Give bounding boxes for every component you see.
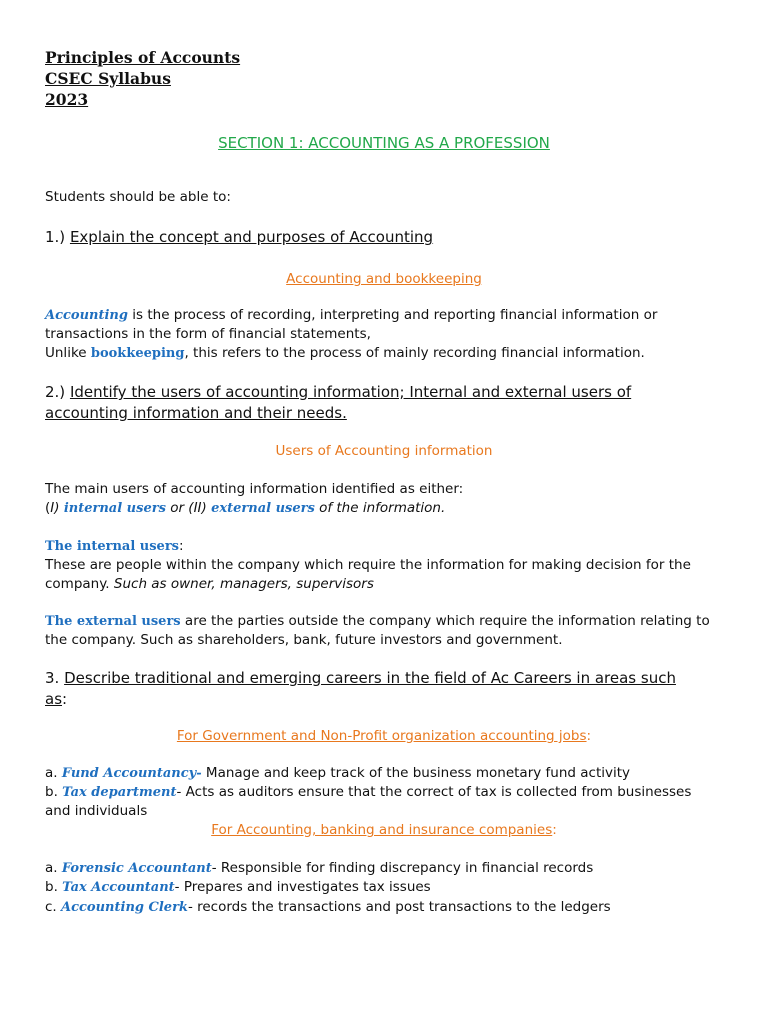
list-item: a. Forensic Accountant- Responsible for finding discrepancy in financial records	[45, 860, 594, 876]
objective-2-line1: 2.) Identify the users of accounting information; Internal and external users of	[45, 383, 632, 401]
internal-users-line1: These are people within the company which require the information for making decision for the	[45, 557, 691, 573]
list-item: b. Tax Accountant- Prepares and investigates tax issues	[45, 879, 431, 895]
term-internal-users: internal users	[63, 501, 166, 516]
objective-3-line2: as:	[45, 690, 68, 708]
doc-subtitle: CSEC Syllabus	[45, 69, 171, 88]
objective-1-text: Explain the concept and purposes of Accounting	[69, 228, 434, 246]
objective-1	[45, 227, 433, 248]
intro-text: Students should be able to:	[45, 189, 231, 205]
section-title: SECTION 1: ACCOUNTING AS A PROFESSION	[218, 134, 550, 152]
subheading-banking: For Accounting, banking and insurance companies:	[211, 822, 557, 838]
internal-users-line2: company. Such as owner, managers, supervisors	[45, 576, 374, 592]
bookkeeping-definition: Unlike bookkeeping, this refers to the process of mainly recording financial information.	[45, 345, 645, 361]
main-users-line2: (I) internal users or (II) external users of the information.	[45, 500, 446, 516]
subheading-government: For Government and Non-Profit organization accounting jobs:	[176, 728, 592, 744]
term-accounting: Accounting	[45, 308, 128, 323]
accounting-definition-line2: transactions in the form of financial statements,	[45, 326, 371, 342]
term-external-users: external users	[211, 501, 315, 516]
doc-year: 2023	[45, 90, 89, 109]
list-item: b. Tax department- Acts as auditors ensure that the correct of tax is collected from businesses	[45, 784, 692, 800]
objective-3-number: 3.	[45, 669, 65, 687]
objective-2-number: 2.)	[45, 383, 70, 401]
term-tax-department: Tax department	[62, 785, 177, 800]
list-item: c. Accounting Clerk- records the transactions and post transactions to the ledgers	[45, 899, 611, 915]
external-users-heading: The external users	[45, 614, 181, 629]
objective-2-line2: accounting information and their needs.	[45, 404, 347, 422]
objective-3-line1: 3. Describe traditional and emerging careers in the field of Ac Careers in areas such	[45, 669, 676, 687]
term-accounting-clerk: Accounting Clerk	[61, 900, 188, 915]
term-bookkeeping: bookkeeping	[90, 346, 185, 361]
doc-title: Principles of Accounts	[45, 48, 241, 67]
list-item: a. Fund Accountancy- Manage and keep track of the business monetary fund activity	[45, 765, 631, 781]
subheading-users: Users of Accounting information	[275, 443, 493, 459]
main-users-line1: The main users of accounting information identified as either:	[45, 481, 464, 497]
internal-users-heading: The internal users:	[45, 538, 184, 554]
term-fund-accountancy: Fund Accountancy-	[61, 766, 202, 781]
objective-1-number: 1.)	[45, 228, 70, 246]
external-users-line1: The external users are the parties outside the company which require the information relating to	[45, 613, 710, 629]
external-users-line2: the company. Such as shareholders, bank, future investors and government.	[45, 632, 563, 648]
list-item-continuation: and individuals	[45, 803, 148, 819]
term-tax-accountant: Tax Accountant	[62, 880, 175, 895]
term-forensic-accountant: Forensic Accountant	[61, 861, 212, 876]
subheading-accounting-bookkeeping: Accounting and bookkeeping	[286, 271, 482, 287]
accounting-definition-line1: Accounting is the process of recording, interpreting and reporting financial information or	[45, 307, 658, 323]
